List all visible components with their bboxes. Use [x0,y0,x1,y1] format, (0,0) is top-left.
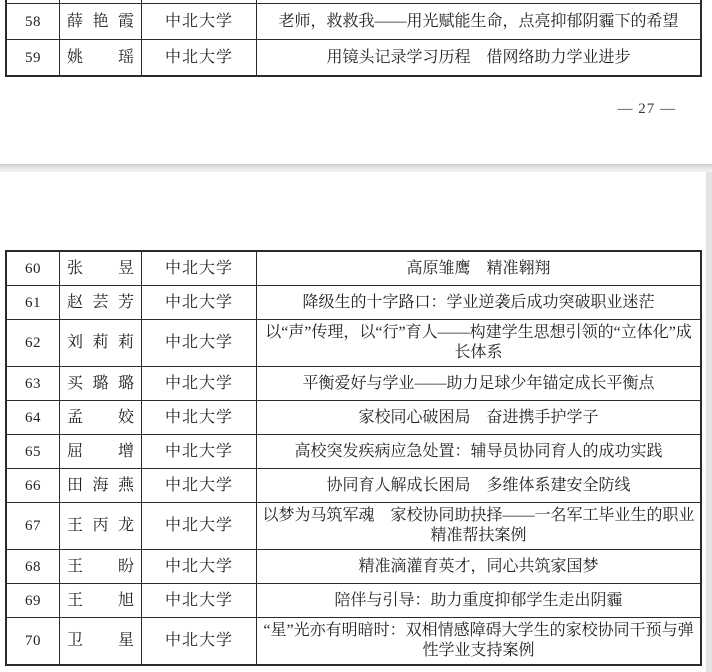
university-cell: 中北大学 [142,252,257,285]
table-row [7,319,700,366]
serial-number-cell: 69 [7,584,60,617]
name-cell [60,401,142,434]
university-cell: 中北大学 [142,320,257,366]
serial-number-cell [7,0,60,3]
right-edge-strip [706,172,712,672]
name-character: 昱 [117,259,134,277]
name-character: 卫 [67,632,84,649]
table-row [7,549,700,583]
serial-number-cell: 60 [7,252,60,285]
table-row [7,502,700,549]
name-character: 刘 [67,334,84,351]
table-row [7,400,700,434]
serial-number-cell: 58 [7,4,60,39]
name-cell [60,435,142,468]
name-character: 王 [67,557,84,575]
name-cell [60,503,142,549]
university-cell: 中北大学 [142,367,257,400]
title-cell: 降级生的十字路口：学业逆袭后成功突破职业迷茫 [302,293,655,311]
name-character: 丙 [92,517,109,534]
name-character: 璐 [92,374,109,392]
title-cell: 用镜头记录学习历程 借网络助力学业进步 [326,48,631,66]
name-character: 孟 [67,408,84,426]
name-character: 王 [67,591,84,609]
title-cell: “星”光亦有明暗时：双相情感障碍大学生的家校协同干预与弹性学业支持案例 [263,622,694,659]
university-cell: 中北大学 [142,435,257,468]
name-character: 旭 [117,591,134,609]
university-cell: 中北大学 [142,4,257,39]
name-character: 田 [67,476,84,494]
serial-number-cell: 66 [7,469,60,502]
name-cell [60,584,142,617]
name-character: 莉 [117,334,134,351]
name-character: 姣 [117,408,134,426]
table-row [7,468,700,502]
serial-number-cell: 61 [7,286,60,319]
name-cell [60,618,142,664]
name-cell [60,550,142,583]
title-cell: 协同育人解成长困局 多维体系建安全防线 [326,476,631,494]
name-character: 盼 [117,557,134,575]
serial-number-cell: 62 [7,320,60,366]
page-break-separator [0,164,712,172]
name-cell [60,286,142,319]
university-cell: 中北大学 [142,401,257,434]
name-character: 姚 [67,48,84,66]
name-character: 星 [117,632,134,649]
university-cell: 中北大学 [142,40,257,75]
university-cell: 中北大学 [142,550,257,583]
university-cell: 中北大学 [142,286,257,319]
name-cell [60,469,142,502]
serial-number-cell: 59 [7,40,60,75]
title-cell: 高校突发疾病应急处置：辅导员协同育人的成功实践 [294,442,663,460]
university-cell: 中北大学 [142,584,257,617]
name-character: 赵 [67,293,84,311]
previous-row-sliver [7,0,700,3]
serial-number-cell: 68 [7,550,60,583]
university-cell [142,0,257,3]
table-row [7,285,700,319]
title-cell: 以“声”传理，以“行”育人——构建学生思想引领的“立体化”成长体系 [265,324,692,361]
name-character: 薛 [67,12,84,30]
page-number: — 27 — [617,101,676,117]
name-character: 龙 [117,517,134,534]
serial-number-cell: 70 [7,618,60,664]
title-cell [257,0,700,3]
name-character: 王 [67,517,84,534]
title-cell: 精准滴灌育英才，同心共筑家国梦 [358,557,599,575]
title-cell: 陪伴与引导：助力重度抑郁学生走出阴霾 [334,591,623,609]
title-cell: 高原雏鹰 精准翱翔 [406,259,551,277]
serial-number-cell: 67 [7,503,60,549]
name-character: 海 [92,476,109,494]
name-character: 买 [67,374,84,392]
title-cell: 以梦为马筑军魂 家校协同助抉择——一名军工毕业生的职业精准帮扶案例 [262,507,695,544]
name-character: 燕 [117,476,134,494]
page-28-top-fragment [0,172,712,666]
name-character: 艳 [92,12,109,30]
page-27-bottom-fragment [0,0,712,164]
table-row [7,583,700,617]
name-character: 璐 [117,374,134,392]
table-row [7,3,700,39]
table-row [7,617,700,664]
university-cell: 中北大学 [142,618,257,664]
name-character: 芳 [117,293,134,311]
name-cell [60,367,142,400]
title-cell: 家校同心破困局 奋进携手护学子 [358,408,599,426]
title-cell: 老师，救救我——用光赋能生命，点亮抑郁阴霾下的希望 [278,12,679,30]
name-character: 芸 [92,293,109,311]
table-row [7,434,700,468]
name-cell [60,40,142,75]
serial-number-cell: 65 [7,435,60,468]
table-page-28 [5,250,702,666]
name-character: 张 [67,259,84,277]
serial-number-cell: 63 [7,367,60,400]
title-cell: 平衡爱好与学业——助力足球少年锚定成长平衡点 [302,374,655,392]
table-page-27 [5,0,702,77]
table-row [7,252,700,285]
name-character: 霞 [117,12,134,30]
name-character: 屈 [67,442,84,460]
name-character: 莉 [92,334,109,351]
name-character: 瑶 [117,48,134,66]
table-row [7,366,700,400]
name-character: 增 [117,442,134,460]
university-cell: 中北大学 [142,469,257,502]
serial-number-cell: 64 [7,401,60,434]
name-cell [60,252,142,285]
name-cell [60,4,142,39]
name-cell [60,0,142,3]
table-row [7,39,700,75]
university-cell: 中北大学 [142,503,257,549]
name-cell [60,320,142,366]
